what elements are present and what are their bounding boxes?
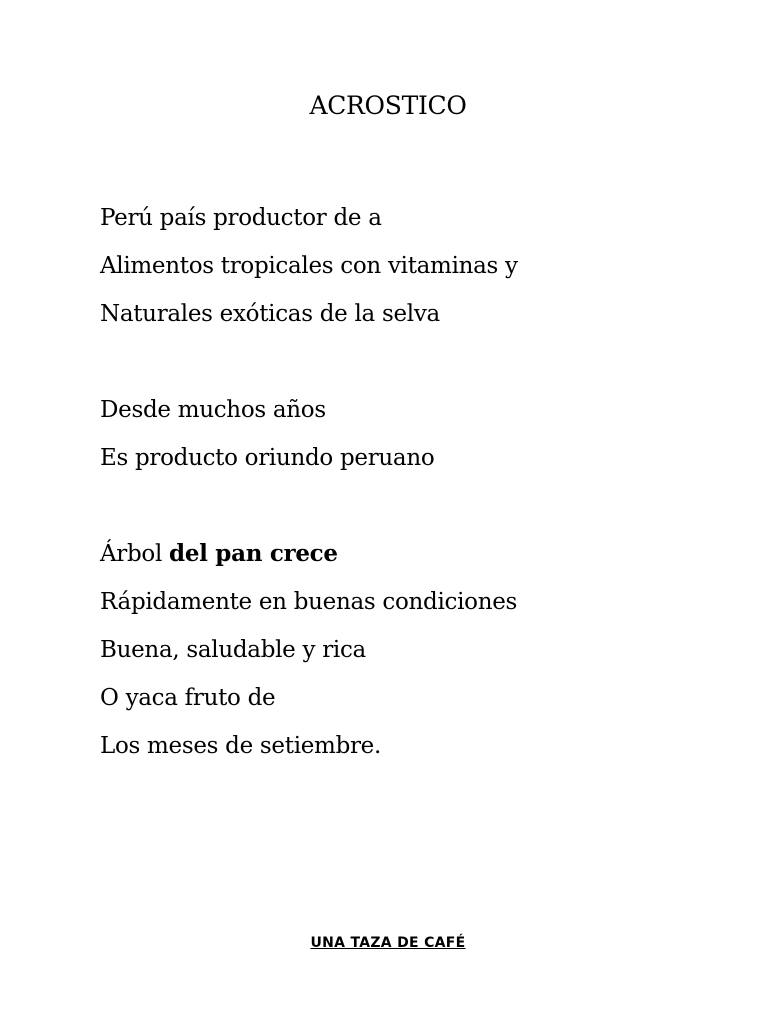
poem-line: Los meses de setiembre. bbox=[100, 733, 382, 759]
poem-line: O yaca fruto de bbox=[100, 685, 276, 711]
poem-line: Desde muchos años bbox=[100, 397, 326, 423]
poem-line: Rápidamente en buenas condiciones bbox=[100, 589, 518, 615]
stanza-3 bbox=[100, 530, 518, 770]
poem-line: Es producto oriundo peruano bbox=[100, 445, 435, 471]
poem-line: Naturales exóticas de la selva bbox=[100, 301, 440, 327]
poem-line: Perú país productor de a bbox=[100, 205, 382, 231]
poem-line-bold: del pan crece bbox=[169, 540, 338, 567]
poem-line-start: Árbol bbox=[100, 541, 170, 567]
acrostic-poem bbox=[100, 194, 518, 818]
footer-link[interactable]: UNA TAZA DE CAFÉ bbox=[310, 935, 466, 951]
stanza-1 bbox=[100, 194, 518, 338]
poem-line: Buena, saludable y rica bbox=[100, 637, 366, 663]
stanza-2 bbox=[100, 386, 518, 482]
document-title: ACROSTICO bbox=[309, 91, 467, 120]
poem-line: Alimentos tropicales con vitaminas y bbox=[100, 253, 518, 279]
poem-line-mixed bbox=[100, 530, 518, 578]
